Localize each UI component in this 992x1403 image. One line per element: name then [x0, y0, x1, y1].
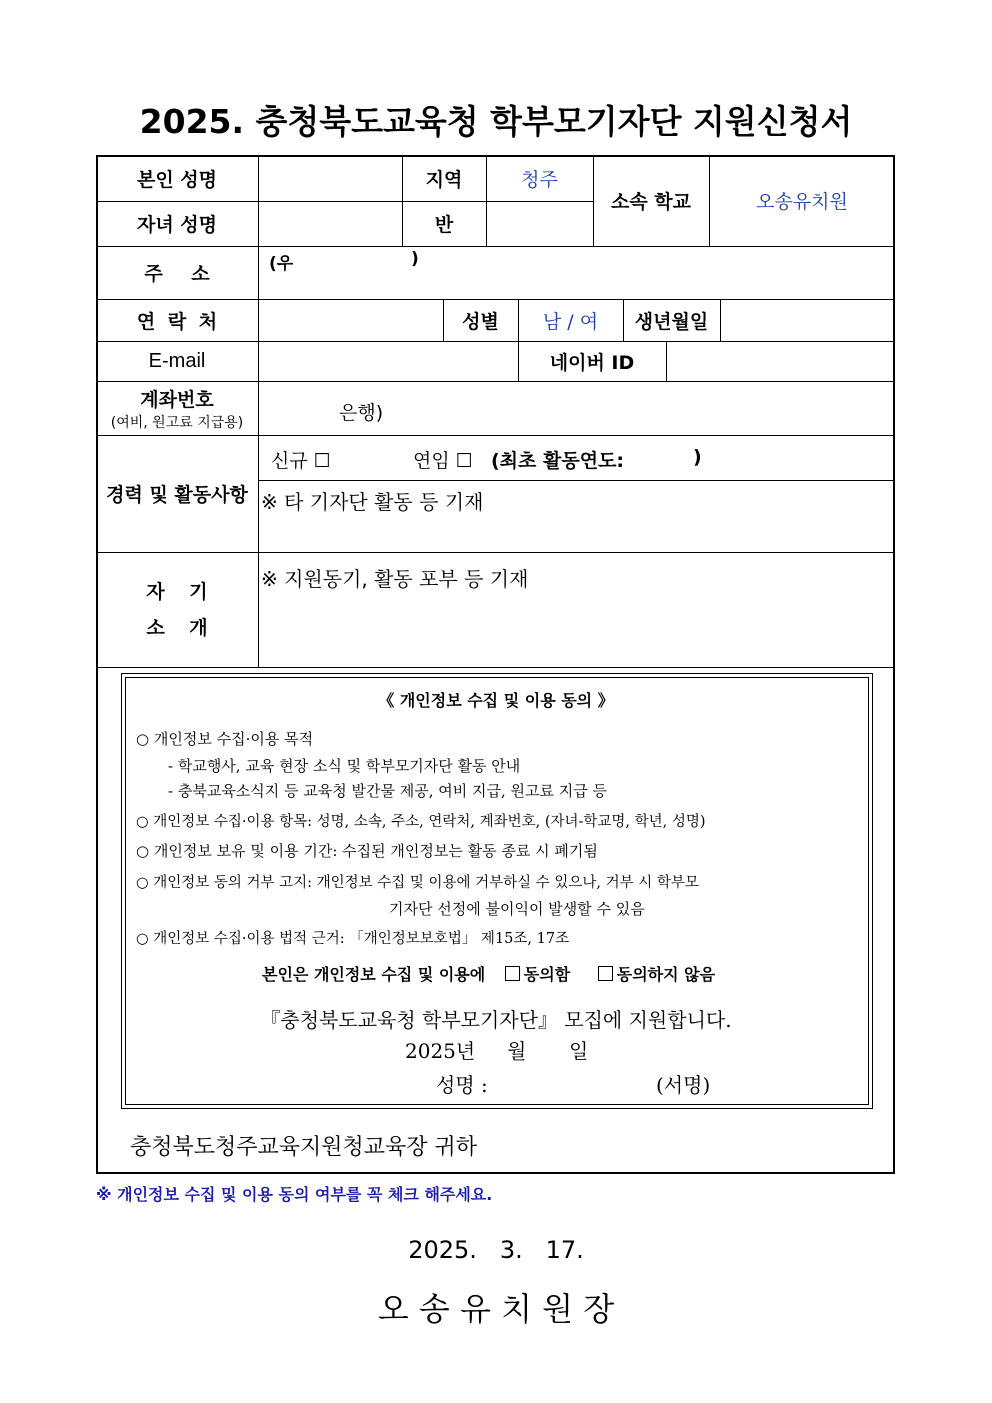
apply-statement: 『충청북도교육청 학부모기자단』 모집에 지원합니다. — [260, 1008, 732, 1032]
bank-text: 은행) — [339, 402, 384, 424]
gender-value[interactable]: 남 / 여 — [542, 310, 599, 333]
consent-line: ○ 개인정보 수집·이용 항목: 성명, 소속, 주소, 연락처, 계좌번호, (자녀-학교명, 학년, 성명) — [136, 814, 706, 830]
naver-id-field[interactable] — [667, 342, 895, 381]
intro-field[interactable] — [259, 553, 895, 667]
account-label-cell — [96, 381, 258, 435]
class-field[interactable] — [487, 202, 593, 246]
agree-yes-checkbox[interactable] — [505, 966, 520, 981]
contact-label: 연 락 처 — [136, 310, 218, 333]
page-title: 2025. 충청북도교육청 학부모기자단 지원신청서 — [139, 102, 853, 141]
consent-line: 기자단 선정에 불이익이 발생할 수 있음 — [389, 900, 645, 918]
postal-code-close: ) — [411, 249, 419, 269]
career-type-row — [259, 436, 895, 480]
career-field[interactable] — [259, 481, 895, 552]
birth-field[interactable] — [721, 300, 895, 341]
account-sub-label: (여비, 원고료 지급용) — [110, 414, 244, 431]
birth-label: 생년월일 — [634, 310, 709, 333]
consent-line: - 충북교육소식지 등 교육청 발간물 제공, 여비 지급, 원고료 지급 등 — [168, 782, 608, 800]
issue-date: 2025. 3. 17. — [408, 1236, 584, 1264]
agree-no-label: 동의하지 않음 — [616, 965, 716, 984]
name-field[interactable] — [259, 156, 402, 201]
email-field[interactable] — [259, 342, 518, 381]
intro-note: ※ 지원동기, 활동 포부 등 기재 — [261, 567, 529, 591]
signature-field[interactable] — [505, 1066, 645, 1094]
first-year-close: ) — [693, 446, 702, 468]
intro-label-2: 소 개 — [146, 616, 208, 639]
career-note: ※ 타 기자단 활동 등 기재 — [261, 490, 484, 514]
region-value[interactable]: 청주 — [521, 168, 558, 191]
name-label: 본인 성명 — [136, 168, 218, 191]
child-name-label: 자녀 성명 — [136, 214, 218, 236]
agree-row — [262, 962, 715, 985]
address-label: 주 소 — [144, 263, 210, 285]
consent-line: - 학교행사, 교육 현장 소식 및 학부모기자단 활동 안내 — [168, 757, 521, 775]
account-field[interactable] — [259, 382, 895, 435]
consent-line: ○ 개인정보 수집·이용 목적 — [136, 730, 314, 748]
consent-line: ○ 개인정보 수집·이용 법적 근거: 「개인정보보호법」 제15조, 17조 — [136, 931, 570, 947]
renew-checkbox[interactable]: 연임 ☐ — [413, 450, 473, 472]
agree-no-checkbox[interactable] — [598, 966, 613, 981]
issuer: 오 송 유 치 원 장 — [377, 1290, 615, 1328]
postal-code-prefix: (우 — [269, 254, 294, 274]
gender-label: 성별 — [462, 310, 499, 333]
child-name-field[interactable] — [259, 202, 402, 246]
agree-prefix: 본인은 개인정보 수집 및 이용에 — [262, 965, 486, 984]
sign-suffix: (서명) — [656, 1073, 711, 1097]
account-label: 계좌번호 — [140, 388, 214, 411]
intro-label-cell — [96, 552, 258, 667]
addressee: 충청북도청주교육지원청교육장 귀하 — [130, 1135, 478, 1160]
class-label: 반 — [434, 214, 454, 236]
date-month: 월 — [507, 1039, 527, 1063]
sign-label: 성명 : — [436, 1073, 488, 1097]
consent-line: ○ 개인정보 보유 및 이용 기간: 수집된 개인정보는 활동 종료 시 폐기됨 — [136, 842, 598, 860]
intro-label-1: 자 기 — [146, 580, 208, 603]
first-year-label: (최초 활동연도: — [491, 450, 625, 472]
consent-notice: ※ 개인정보 수집 및 이용 동의 여부를 꼭 체크 해주세요. — [96, 1185, 493, 1204]
date-day: 일 — [569, 1039, 589, 1063]
career-label: 경력 및 활동사항 — [106, 484, 248, 506]
email-label: E-mail — [148, 349, 206, 372]
date-year: 2025년 — [405, 1039, 476, 1063]
contact-field[interactable] — [259, 300, 443, 341]
school-label: 소속 학교 — [610, 191, 692, 213]
region-label: 지역 — [425, 168, 463, 191]
new-checkbox[interactable]: 신규 ☐ — [271, 450, 331, 472]
agree-yes-label: 동의함 — [523, 965, 571, 984]
consent-heading: 《 개인정보 수집 및 이용 동의 》 — [378, 691, 614, 710]
consent-line: ○ 개인정보 동의 거부 고지: 개인정보 수집 및 이용에 거부하실 수 있으나, 거부 시 학부모 — [136, 875, 699, 891]
school-value[interactable]: 오송유치원 — [756, 191, 848, 213]
naver-id-label: 네이버 ID — [549, 351, 635, 374]
address-field[interactable] — [259, 247, 895, 299]
